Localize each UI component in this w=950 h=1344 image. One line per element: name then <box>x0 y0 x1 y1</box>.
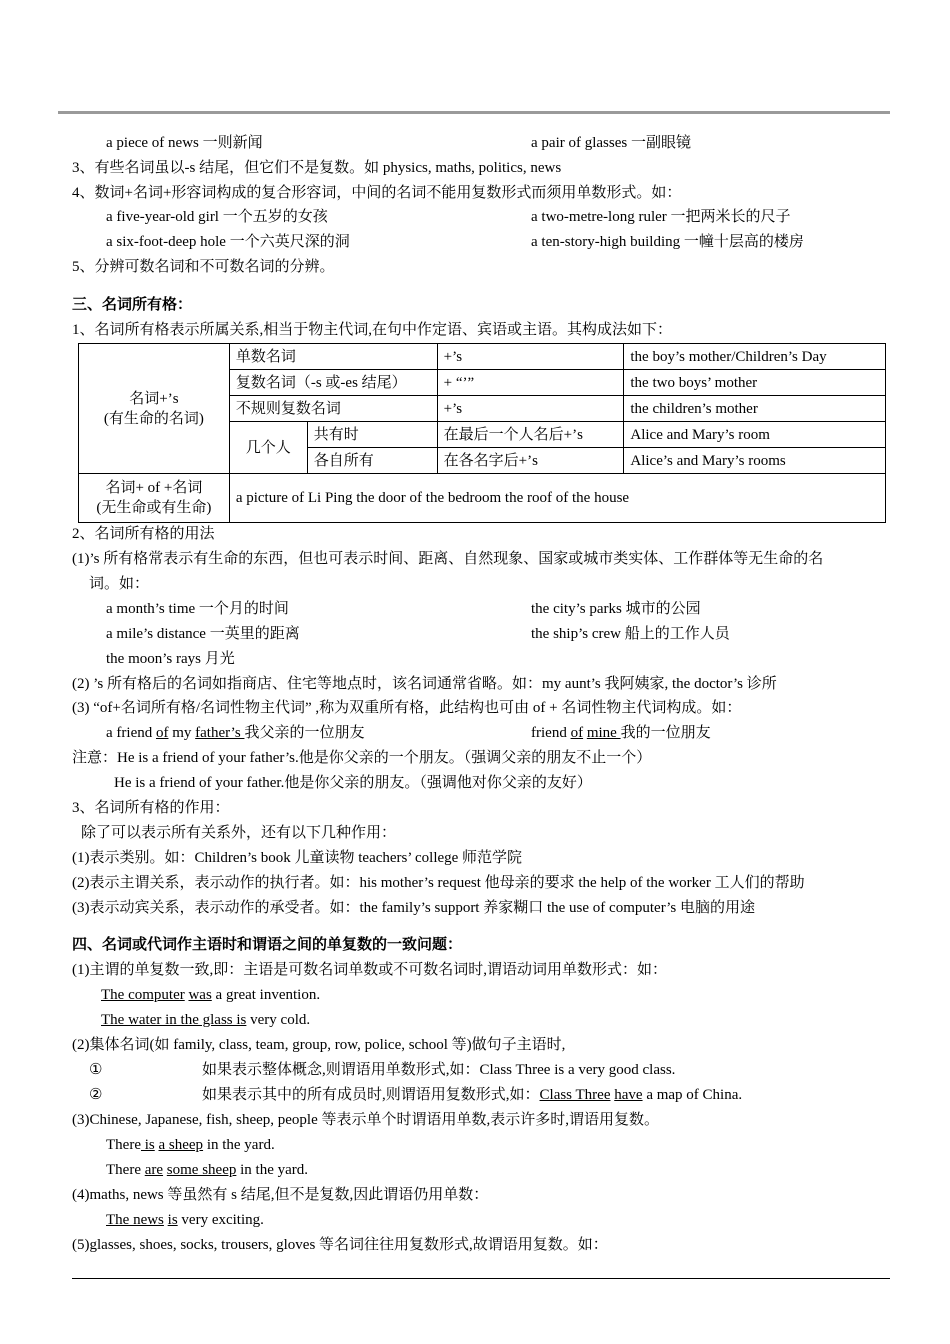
example-left: a month’s time 一个月的时间 <box>106 601 289 617</box>
example-left: a piece of news 一则新闻 <box>106 135 263 151</box>
table-cell: the two boys’ mother <box>624 370 886 396</box>
section-heading: 三、名词所有格： <box>72 297 193 313</box>
rule-item: 5、分辨可数名词和不可数名词的分辨。 <box>72 259 335 275</box>
example-left: the moon’s rays 月光 <box>106 651 235 667</box>
list-number: ① <box>89 1062 103 1078</box>
table-cell: 几个人 <box>229 422 307 474</box>
table-cell: + “’” <box>437 370 624 396</box>
table-cell: 不规则复数名词 <box>229 396 437 422</box>
example-left: a five-year-old girl 一个五岁的女孩 <box>106 209 328 225</box>
table-cell: 单数名词 <box>229 344 437 370</box>
example-sentence: The computer was a great invention. <box>101 987 321 1003</box>
table-cell: the boy’s mother/Children’s Day <box>624 344 886 370</box>
rule-item: 词。如： <box>89 576 150 592</box>
rule-item: 如果表示整体概念,则谓语用单数形式,如：Class Three is a very good class. <box>202 1062 676 1078</box>
table-row <box>79 344 886 370</box>
rule-item: (5)glasses, shoes, socks, trousers, gloves 等名词往往用复数形式,故谓语用复数。如： <box>72 1237 608 1253</box>
rule-item: (3)表示动宾关系，表示动作的承受者。如：the family’s support 养家糊口 the use of computer’s 电脑的用途 <box>72 900 756 916</box>
rule-item: (1)主谓的单复数一致,即：主语是可数名词单数或不可数名词时,谓语动词用单数形式：如： <box>72 962 667 978</box>
header-rule <box>58 111 890 114</box>
example-right: a pair of glasses 一副眼镜 <box>531 135 691 151</box>
table-cell: +’s <box>437 396 624 422</box>
table-cell: a picture of Li Ping the door of the bedroom the roof of the house <box>229 474 885 523</box>
rule-item: 除了可以表示所有关系外，还有以下几种作用： <box>81 825 397 841</box>
example-left: a six-foot-deep hole 一个六英尺深的洞 <box>106 234 350 250</box>
possessive-table <box>78 343 886 523</box>
rule-item: 4、数词+名词+形容词构成的复合形容词，中间的名词不能用复数形式而须用单数形式。如： <box>72 185 682 201</box>
note: 注意：He is a friend of your father’s.他是你父亲的一个朋友。（强调父亲的朋友不止一个） <box>72 750 652 766</box>
rule-item: 1、名词所有格表示所属关系,相当于物主代词,在句中作定语、宾语或主语。其构成法如下： <box>72 322 673 338</box>
rule-item: (2)集体名词(如 family, class, team, group, row, police, school 等)做句子主语时, <box>72 1037 566 1053</box>
rule-item: (2)表示主谓关系，表示动作的执行者。如：his mother’s request 他母亲的要求 the help of the worker 工人们的帮助 <box>72 875 805 891</box>
table-cell: Alice and Mary’s room <box>624 422 886 448</box>
table-cell: 各自所有 <box>307 448 437 474</box>
note: He is a friend of your father.他是你父亲的朋友。（强调他对你父亲的友好） <box>114 775 592 791</box>
rule-item: (3) “of+名词所有格/名词性物主代词” ,称为双重所有格，此结构也可由 of + 名词性物主代词构成。如： <box>72 700 742 716</box>
example-right: friend of mine 我的一位朋友 <box>531 725 711 741</box>
example-sentence: There is a sheep in the yard. <box>106 1137 275 1153</box>
example-right: the ship’s crew 船上的工作人员 <box>531 626 730 642</box>
rule-item: (2) ’s 所有格后的名词如指商店、住宅等地点时，该名词通常省略。如：my aunt’s 我阿姨家, the doctor’s 诊所 <box>72 676 777 692</box>
table-cell: Alice’s and Mary’s rooms <box>624 448 886 474</box>
example-right: a two-metre-long ruler 一把两米长的尺子 <box>531 209 791 225</box>
list-number: ② <box>89 1087 103 1103</box>
rule-item: (1)’s 所有格常表示有生命的东西，但也可表示时间、距离、自然现象、国家或城市类实体、工作群体等无生命的名 <box>72 551 824 567</box>
table-cell: 共有时 <box>307 422 437 448</box>
table-cell: the children’s mother <box>624 396 886 422</box>
table-cell: 复数名词（-s 或-es 结尾） <box>229 370 437 396</box>
rule-item: (4)maths, news 等虽然有 s 结尾,但不是复数,因此谓语仍用单数： <box>72 1187 489 1203</box>
rule-item: 如果表示其中的所有成员时,则谓语用复数形式,如：Class Three have a map of China. <box>202 1087 743 1103</box>
section-heading: 四、名词或代词作主语时和谓语之间的单复数的一致问题： <box>72 937 463 953</box>
footer-rule <box>72 1278 890 1279</box>
rule-item: (3)Chinese, Japanese, fish, sheep, people 等表示单个时谓语用单数,表示许多时,谓语用复数。 <box>72 1112 660 1128</box>
table-cell: 名词+’s (有生命的名词) <box>79 344 230 474</box>
table-cell: +’s <box>437 344 624 370</box>
table-row <box>79 474 886 523</box>
example-sentence: The news is very exciting. <box>106 1212 264 1228</box>
example-sentence: The water in the glass is very cold. <box>101 1012 311 1028</box>
example-right: the city’s parks 城市的公园 <box>531 601 701 617</box>
example-left: a friend of my father’s 我父亲的一位朋友 <box>106 725 365 741</box>
example-right: a ten-story-high building 一幢十层高的楼房 <box>531 234 804 250</box>
table-cell: 在最后一个人名后+’s <box>437 422 624 448</box>
example-sentence: There are some sheep in the yard. <box>106 1162 309 1178</box>
table-cell: 名词+ of +名词 (无生命或有生命) <box>79 474 230 523</box>
example-left: a mile’s distance 一英里的距离 <box>106 626 300 642</box>
rule-item: (1)表示类别。如：Children’s book 儿童读物 teachers’ college 师范学院 <box>72 850 523 866</box>
subsection-title: 3、名词所有格的作用： <box>72 800 230 816</box>
table-cell: 在各名字后+’s <box>437 448 624 474</box>
subsection-title: 2、名词所有格的用法 <box>72 526 215 542</box>
rule-item: 3、有些名词虽以-s 结尾，但它们不是复数。如 physics, maths, politics, news <box>72 160 562 176</box>
